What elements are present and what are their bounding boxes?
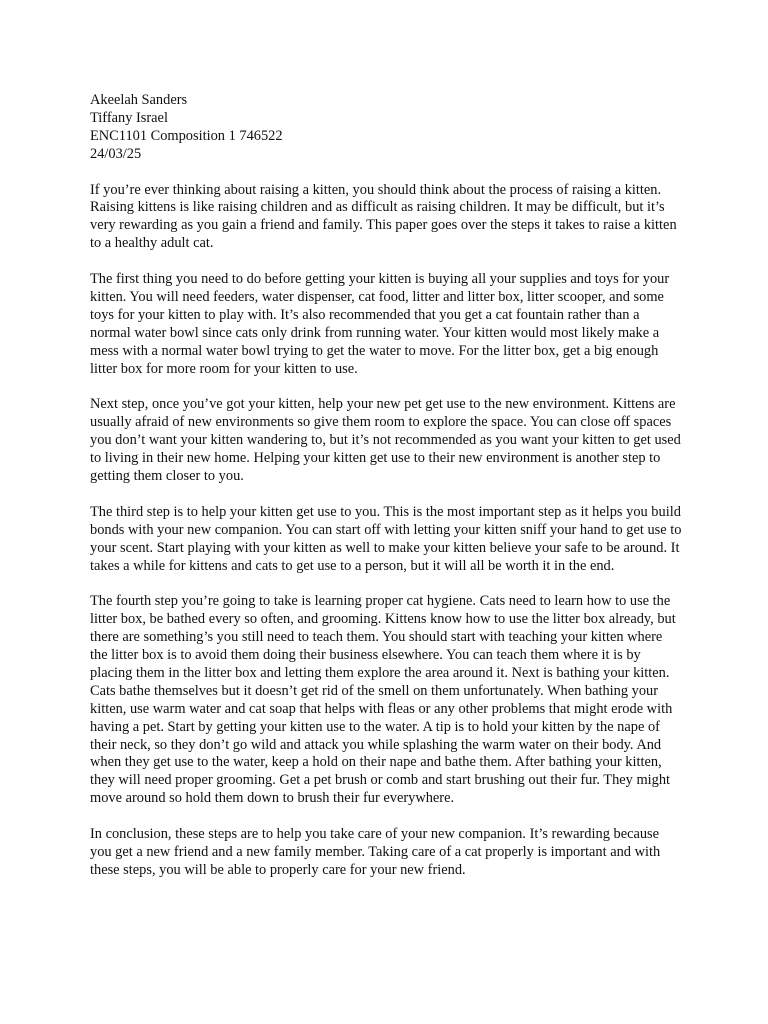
paragraph-hygiene: The fourth step you’re going to take is learning proper cat hygiene. Cats need to learn how to use the litter box, be bathed every so often, and grooming. Kittens know how to use the litter box already, but there are something’s you still need to teach them. You should start with teaching your kitten where the litter box is to avoid them doing their business elsewhere. You can teach them where it is by placing them in the litter box and letting them explore the area around it. Next is bathing your kitten. Cats bathe themselves but it doesn’t get rid of the smell on them unfortunately. When bathing your kitten, use warm water and cat soap that helps with fleas or any other problems that might erode with having a pet. Start by getting your kitten use to the water. A tip is to hold your kitten by the nape of their neck, so they don’t go wild and attack you while splashing the warm water on their body. And when they get use to the water, keep a hold on their nape and bathe them. After bathing your kitten, they will need proper grooming. Get a pet brush or comb and start brushing out their fur. They might move around so hold them down to brush their fur everywhere.: [90, 593, 676, 807]
paragraph-introduction: If you’re ever thinking about raising a kitten, you should think about the process of raising a kitten. Raising kittens is like raising children and as difficult as raising children. It may be difficult, but it’s very rewarding as you gain a friend and family. This paper goes over the steps it takes to raise a kitten to a healthy adult cat.: [90, 181, 677, 252]
course-name: ENC1101 Composition 1 746522: [90, 127, 283, 144]
heading-block: [90, 92, 682, 164]
document-date: 24/03/25: [90, 145, 142, 162]
paragraph-supplies: The first thing you need to do before getting your kitten is buying all your supplies and toys for your kitten. You will need feeders, water dispenser, cat food, litter and litter box, litter scooper, and some toys for your kitten to play with. It’s also recommended that you get a cat fountain rather than a normal water bowl since cats only drink from running water. Your kitten would most likely make a mess with a normal water bowl trying to get the water to move. For the litter box, get a big enough litter box for more room for your kitten to use.: [90, 271, 670, 377]
document-page: [90, 92, 682, 898]
author-name: Akeelah Sanders: [90, 92, 188, 108]
instructor-name: Tiffany Israel: [90, 109, 168, 126]
paragraph-conclusion: In conclusion, these steps are to help you take care of your new companion. It’s rewarding because you get a new friend and a new family member. Taking care of a cat properly is important and with these steps, you will be able to properly care for your new friend.: [90, 826, 661, 878]
paragraph-environment: Next step, once you’ve got your kitten, help your new pet get use to the new environment. Kittens are usually afraid of new environments so give them room to explore the space. You can close off spaces you don’t want your kitten wandering to, but it’s not recommended as you want your kitten to get used to living in their new home. Helping your kitten get use to their new environment is another step to getting them closer to you.: [90, 396, 681, 484]
paragraph-bonding: The third step is to help your kitten get use to you. This is the most important step as it helps you build bonds with your new companion. You can start off with letting your kitten sniff your hand to get use to your scent. Start playing with your kitten as well to make your kitten believe your safe to be around. It takes a while for kittens and cats to get use to a person, but it will all be worth it in the end.: [90, 503, 682, 574]
